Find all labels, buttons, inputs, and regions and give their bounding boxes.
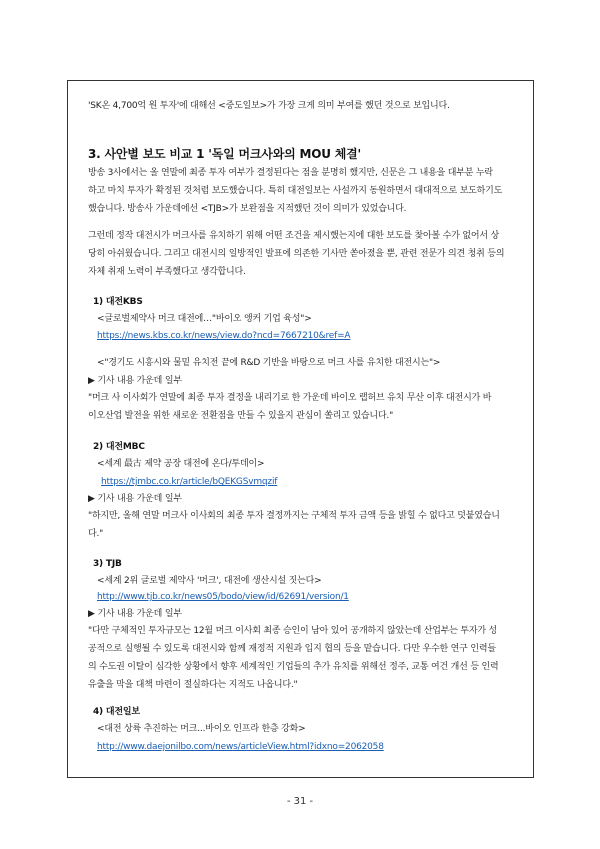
item-url-link[interactable]: http://www.tjb.co.kr/news05/bodo/view/id/62691/version/1 [97,592,349,602]
excerpt-label: ▶ 기사 내용 가운데 일부 [88,609,182,619]
section-title: 3. 사안별 보도 비교 1 '독일 머크사와의 MOU 체결' [88,147,361,161]
para1-line-1: 방송 3사에서는 올 연말에 최종 투자 여부가 결정된다는 점을 분명히 했지만, 신문은 그 내용을 대부분 누락 [88,168,493,178]
quote-line-3: 의 수도권 이탈이 심각한 상황에서 향후 세계적인 기업들의 추가 유치를 위해선 정주, 교통 여건 개선 등 인력 [88,662,499,672]
quote-line-2: 다." [88,529,104,539]
item-heading-mbc: 2) 대전MBC [93,442,145,452]
quote-line-2: 이오산업 발전을 위한 새로운 전환점을 만들 수 있을지 관심이 쏠리고 있습니다." [88,411,394,421]
item-url-link[interactable]: http://www.daejonilbo.com/news/articleView.html?idxno=2062058 [97,742,384,752]
item-heading-tjb: 3) TJB [93,559,122,569]
item-article-title: <글로벌제약사 머크 대전에…"바이오 앵커 기업 육성"> [97,314,312,324]
item-article-title: <세계 2위 글로벌 제약사 '머크', 대전에 생산시설 짓는다> [97,576,322,586]
item-url-link[interactable]: https://news.kbs.co.kr/news/view.do?ncd=7667210&ref=A [97,331,351,341]
para2-line-3: 자체 취재 노력이 부족했다고 생각합니다. [88,267,246,277]
item-heading-daejonilbo: 4) 대전일보 [93,707,140,717]
para1-line-2: 하고 마치 투자가 확정된 것처럼 보도했습니다. 특히 대전일보는 사설까지 동원하면서 대대적으로 보도하기도 [88,186,503,196]
quote-line-1: "하지만, 올해 연말 머크사 이사회의 최종 투자 결정까지는 구체적 투자 금액 등을 밝힐 수 없다고 덧붙였습니 [88,511,500,521]
intro-line: 'SK온 4,700억 원 투자'에 대해선 <중도일보>가 가장 크게 의미 부여를 했던 것으로 보입니다. [88,101,450,111]
quote-line-2: 공적으로 실행될 수 있도록 대전시와 함께 재정적 지원과 입지 협의 등을 맡습니다. 다만 우수한 연구 인력들 [88,644,496,654]
para2-line-1: 그런데 정작 대전시가 머크사를 유치하기 위해 어떤 조건을 제시했는지에 대한 보도를 찾아볼 수가 없어서 상 [88,231,499,241]
quote-line-1: "머크 사 이사회가 연말에 최종 투자 결정을 내리기로 한 가운데 바이오 랩허브 유치 무산 이후 대전시가 바 [88,393,492,403]
quote-line-1: "다만 구체적인 투자규모는 12월 머크 이사회 최종 승인이 남아 있어 공개하지 않았는데 산업부는 투자가 성 [88,626,497,636]
item-heading-kbs: 1) 대전KBS [93,297,143,307]
quote-line-4: 유출을 막을 대책 마련이 절실하다는 지적도 나옵니다." [88,680,298,690]
excerpt-label: ▶ 기사 내용 가운데 일부 [88,376,182,386]
item-article-title-2: <"경기도 시흥시와 물밑 유치전 끝에 R&D 기반을 바탕으로 머크 사를 유치한 대전시는"> [97,358,441,368]
para1-line-3: 했습니다. 방송사 가운데에선 <TJB>가 보완점을 지적했던 것이 의미가 있었습니다. [88,204,407,214]
page-number: - 31 - [286,796,314,807]
item-article-title: <세계 最古 제약 공장 대전에 온다/투데이> [97,459,265,469]
para2-line-2: 당히 아쉬웠습니다. 그리고 대전시의 일방적인 발표에 의존한 기사만 쏟아졌을 뿐, 관련 전문가 의견 청취 등의 [88,249,505,259]
item-article-title: <대전 상륙 추진하는 머크...바이오 인프라 한층 강화> [97,724,306,734]
item-url-link[interactable]: https://tjmbc.co.kr/article/bQEKGSvmqzif [101,477,278,487]
excerpt-label: ▶ 기사 내용 가운데 일부 [88,494,182,504]
